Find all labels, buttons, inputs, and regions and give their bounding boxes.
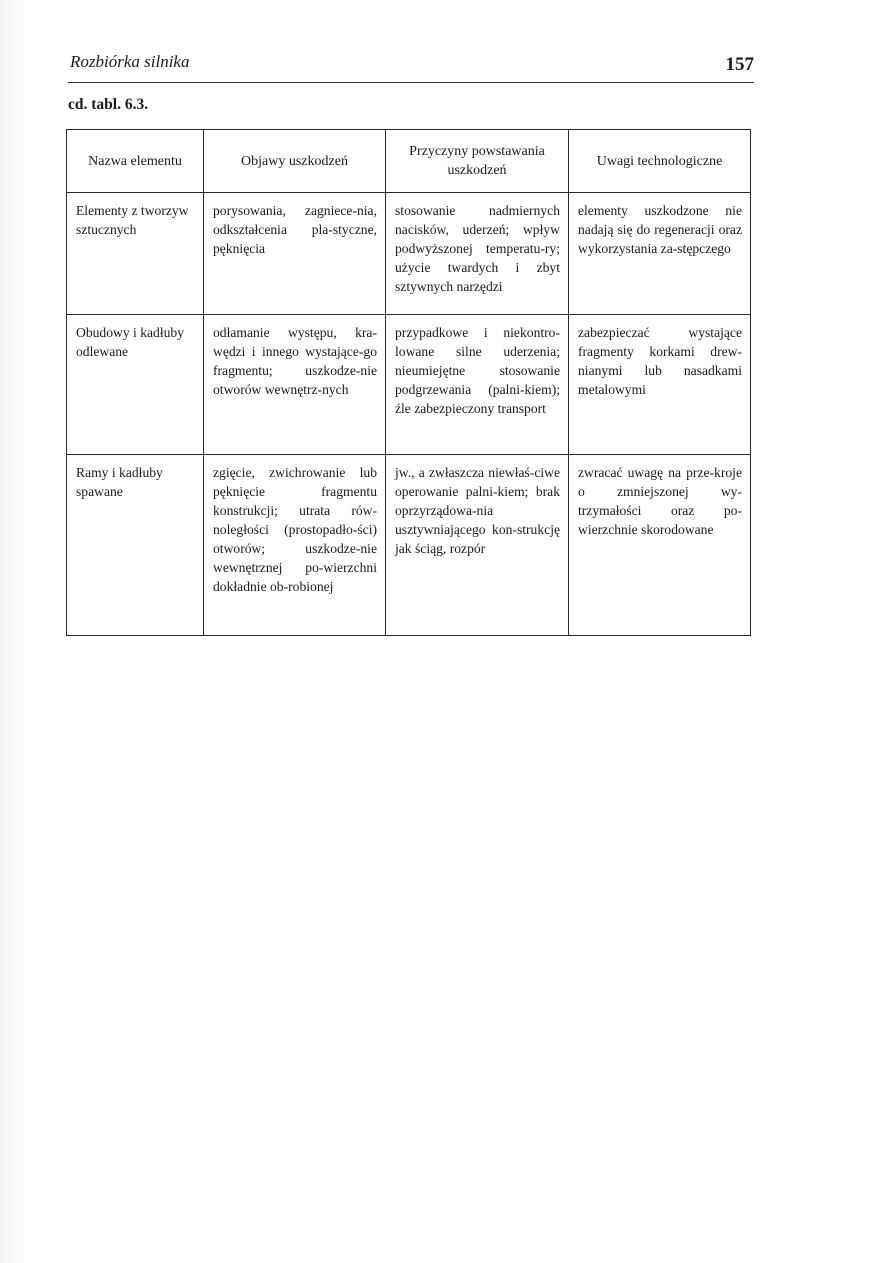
cell-element-name: Obudowy i kadłuby odlewane (67, 315, 204, 455)
cell-causes: przypadkowe i niekontro-lowane silne uderzenia; nieumiejętne stosowanie podgrzewania (palni-kiem); źle zabezpieczony transport (386, 315, 569, 455)
cell-causes: jw., a zwłaszcza niewłaś-ciwe operowanie palni-kiem; brak oprzyrządowa-nia usztywniającego kon-strukcję jak ściąg, rozpór (386, 455, 569, 636)
cell-notes: elementy uszkodzone nie nadają się do regeneracji oraz wykorzystania za-stępczego (569, 193, 751, 315)
column-header-element-name: Nazwa elementu (67, 130, 204, 193)
cell-symptoms: odłamanie występu, kra-wędzi i innego wystające-go fragmentu; uszkodze-nie otworów wewnętrz-nych (204, 315, 386, 455)
table-row (67, 193, 751, 315)
table-row (67, 315, 751, 455)
table-row (67, 455, 751, 636)
cell-notes: zwracać uwagę na prze-kroje o zmniejszonej wy-trzymałości oraz po-wierzchnie skorodowane (569, 455, 751, 636)
cell-notes: zabezpieczać wystające fragmenty korkami drew-nianymi lub nasadkami metalowymi (569, 315, 751, 455)
column-header-causes: Przyczyny powstawania uszkodzeń (386, 130, 569, 193)
scan-margin-shadow (0, 0, 26, 1263)
running-header (68, 50, 754, 83)
page-number: 157 (725, 54, 754, 75)
column-header-technological-notes: Uwagi technologiczne (569, 130, 751, 193)
table-header-row (67, 130, 751, 193)
column-header-symptoms: Objawy uszkodzeń (204, 130, 386, 193)
damage-table (66, 129, 751, 636)
cell-symptoms: zgięcie, zwichrowanie lub pęknięcie fragmentu konstrukcji; utrata rów-noległości (prostopadło-ści) otworów; uszkodze-nie wewnętrznej po-wierzchni dokładnie ob-robionej (204, 455, 386, 636)
cell-element-name: Elementy z tworzyw sztucznych (67, 193, 204, 315)
cell-element-name: Ramy i kadłuby spawane (67, 455, 204, 636)
cell-causes: stosowanie nadmiernych nacisków, uderzeń; wpływ podwyższonej temperatu-ry; użycie twardych i zbyt sztywnych narzędzi (386, 193, 569, 315)
cell-symptoms: porysowania, zagniece-nia, odkształcenia pla-styczne, pęknięcia (204, 193, 386, 315)
running-title: Rozbiórka silnika (70, 52, 190, 71)
table-caption: cd. tabl. 6.3. (68, 96, 149, 113)
